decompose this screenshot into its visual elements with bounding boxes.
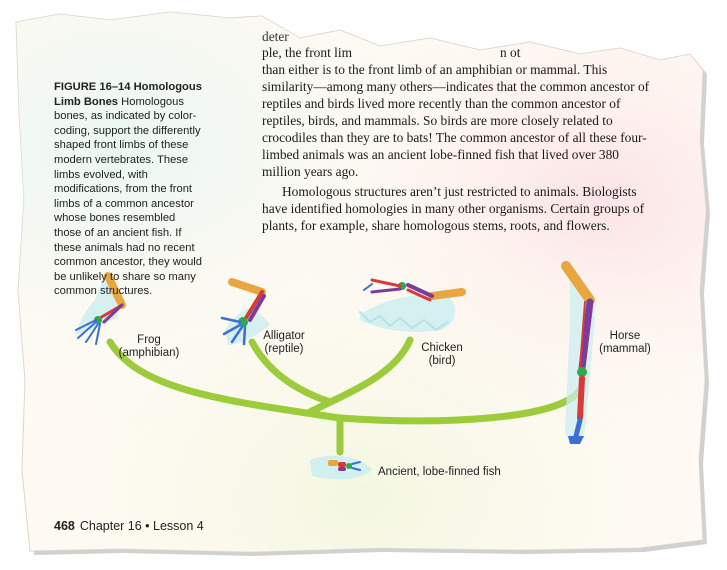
- figure-caption-text: Homologous bones, as indicated by color-coding, support the differently shaped front limbs of these modern vertebrates. These limbs evolved, with modifications, from the front limbs of a common ancestor whose bones resembled those of an ancient fish. If these animals had no recent common ancestor, they would be unlikely to share so many common structures.: [54, 95, 202, 298]
- label-fish: [378, 466, 508, 479]
- label-chicken-name: Chicken: [421, 342, 463, 354]
- label-frog-name: Frog: [137, 334, 161, 346]
- body-line-torn-end: n ot: [500, 45, 521, 60]
- footer-chapter: Chapter 16 • Lesson 4: [79, 519, 204, 533]
- figure-caption: [54, 80, 204, 299]
- page-footer: [54, 519, 204, 533]
- label-alligator: [254, 330, 314, 356]
- label-frog: [114, 334, 184, 360]
- label-frog-group: (amphibian): [118, 347, 180, 359]
- label-alligator-name: Alligator: [263, 330, 305, 342]
- label-horse-name: Horse: [609, 330, 641, 342]
- body-paragraph-2: Homologous structures aren’t just restricted to animals. Biologists have identified homologies in many other organisms. Certain groups of plants, for example, share homologous stems, roots, and flowers.: [262, 184, 645, 233]
- body-line-torn-start: ple, the front lim: [262, 45, 352, 60]
- label-horse-group: (mammal): [599, 343, 651, 355]
- body-paragraph-1: than either is to the front limb of an amphibian or mammal. This similarity—among many others—indicates that the common ancestor of reptiles and birds lived more recently than the common ancestor of reptiles, birds, and mammals. So birds are more closely related to crocodiles than they are to bats! The common ancestor of all these four-limbed animals was an ancient lobe-finned fish that lived over 380 million years ago.: [262, 62, 650, 179]
- label-alligator-group: (reptile): [264, 343, 304, 355]
- label-horse: [596, 330, 654, 356]
- body-text: [262, 28, 652, 234]
- label-chicken: [414, 342, 470, 368]
- figure-caption-title: FIGURE 16–14 Homologous Limb Bones: [54, 81, 202, 108]
- page-number: 468: [54, 519, 75, 533]
- label-fish-name: Ancient, lobe-finned fish: [378, 466, 501, 478]
- label-chicken-group: (bird): [428, 355, 456, 367]
- body-fragment-top: deter: [262, 29, 289, 44]
- body-line-torn: [262, 44, 652, 61]
